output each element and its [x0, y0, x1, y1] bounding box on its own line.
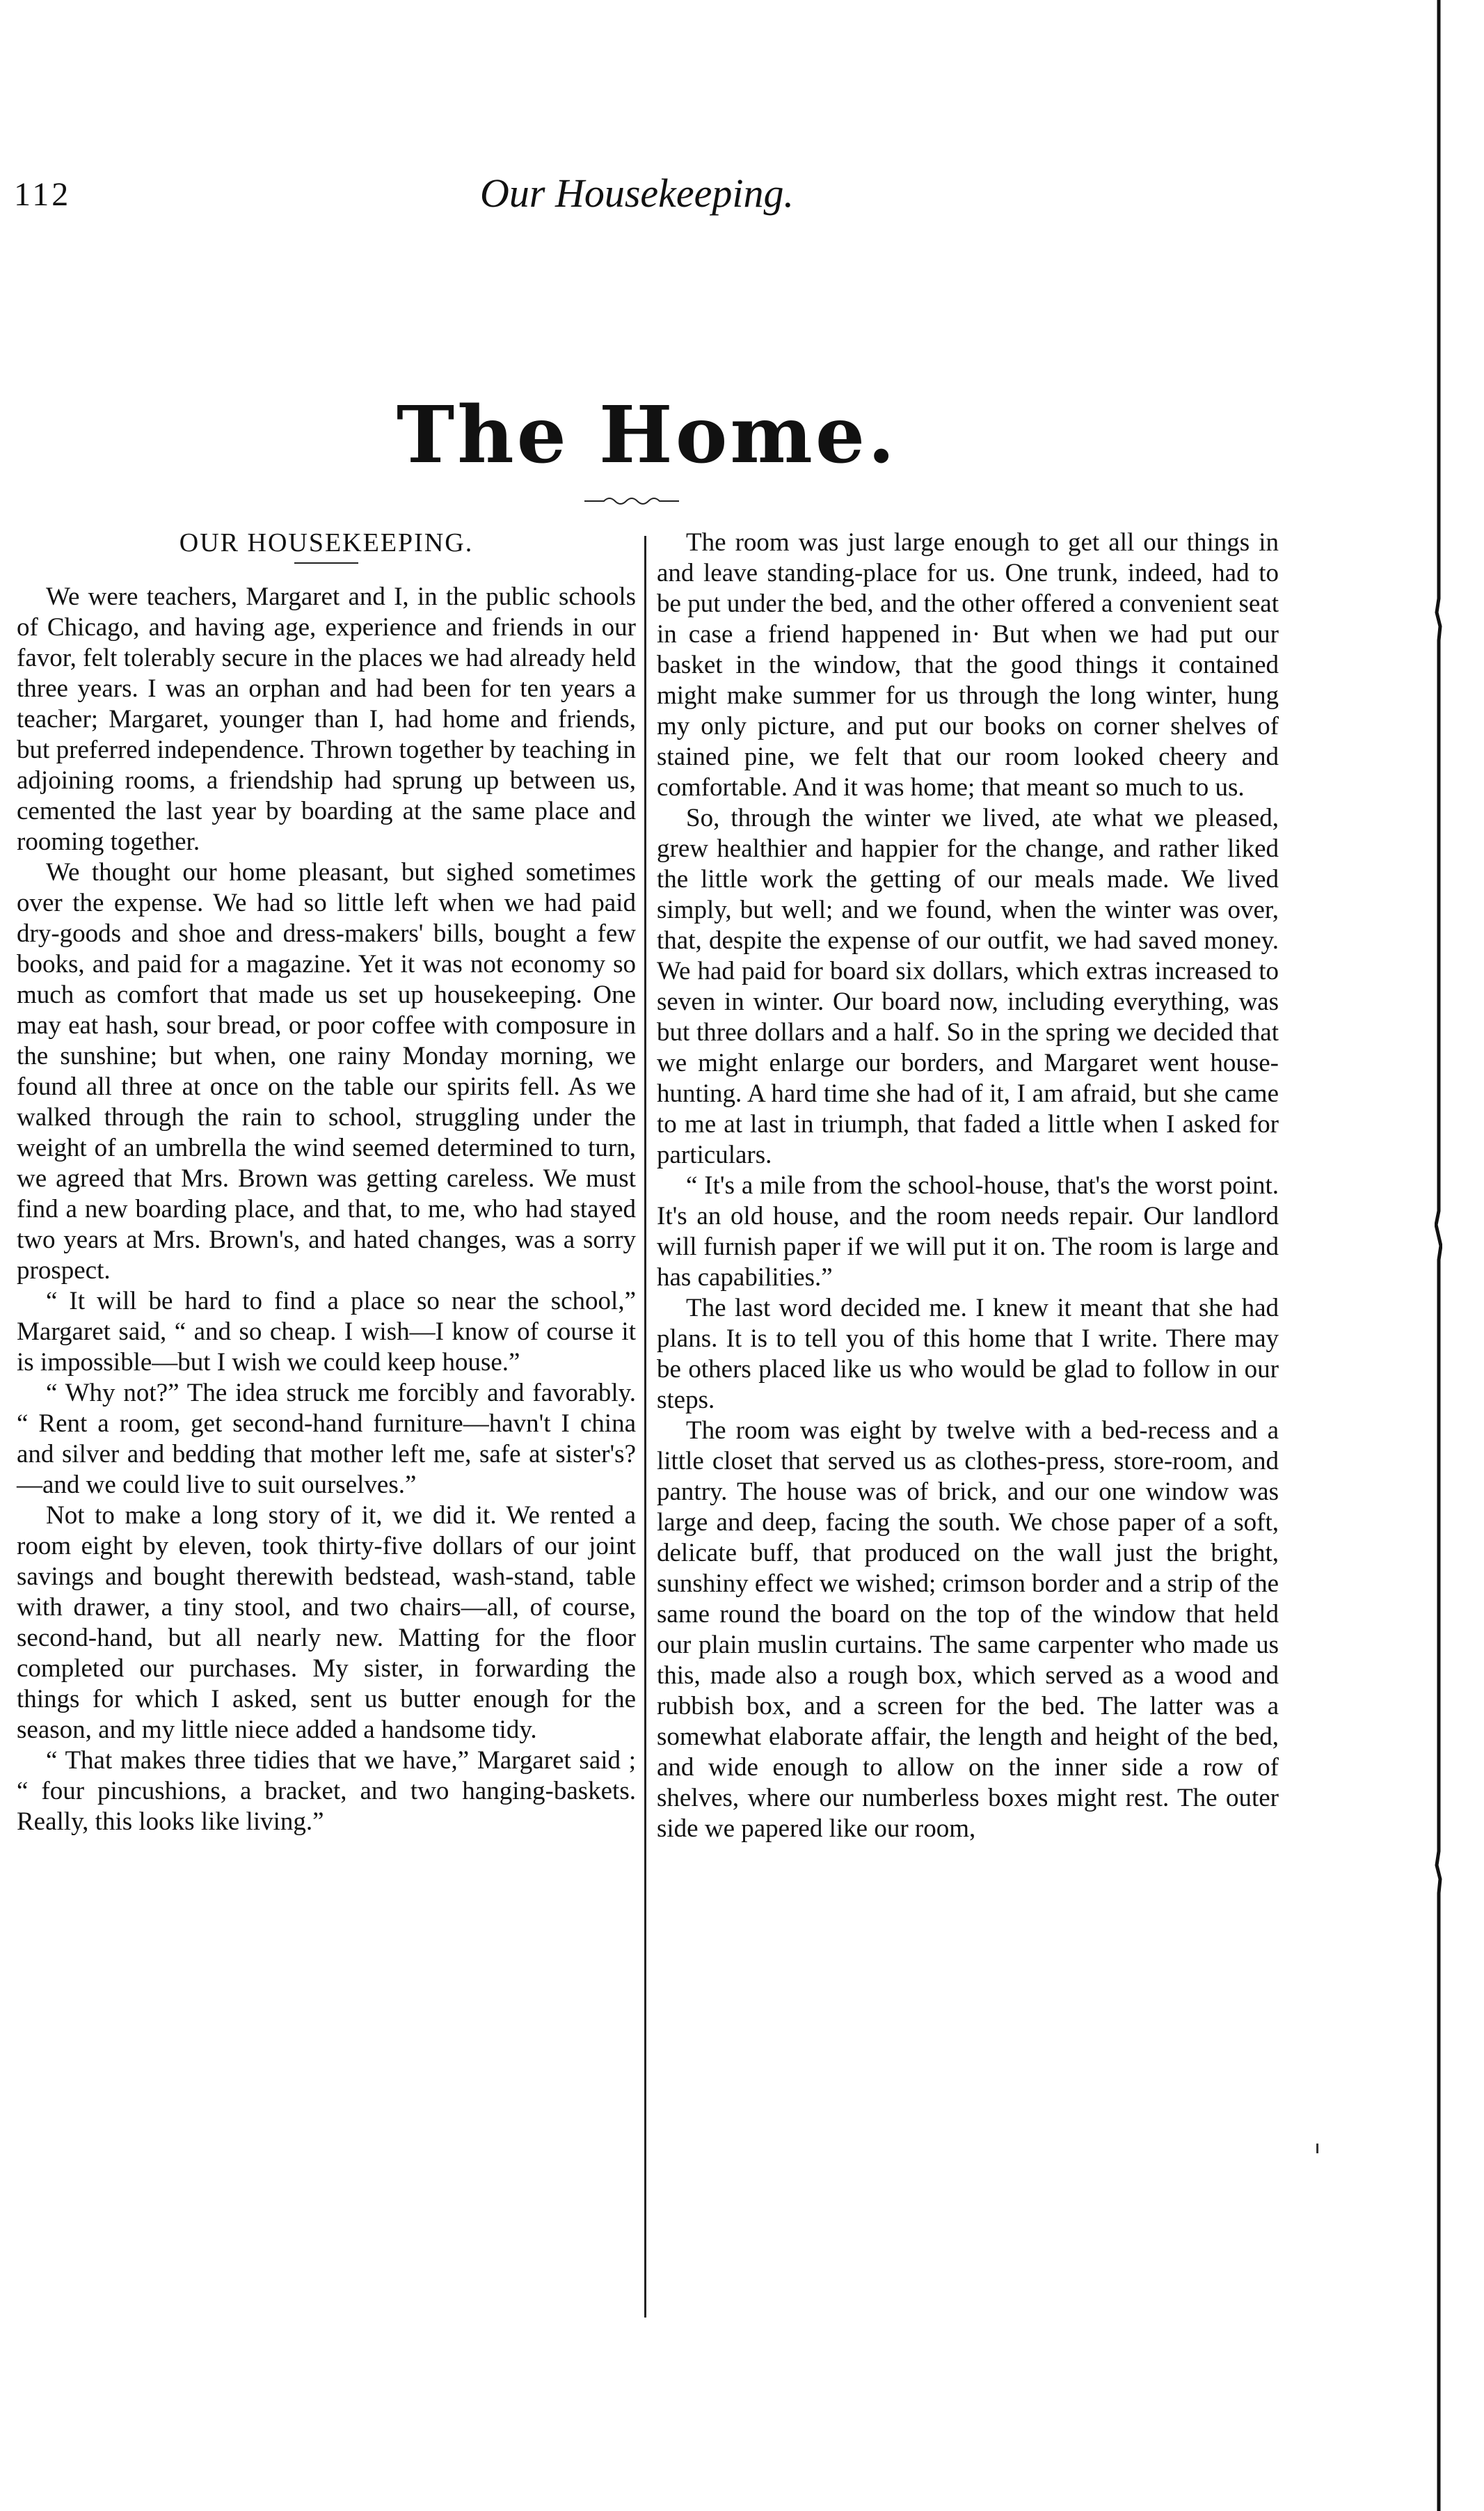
paragraph: The room was eight by twelve with a bed-recess and a little closet that served us as clothes-press, store-room, and pantry. The house was of brick, and our one window was large and deep, facing the south. We chose paper of a soft, delicate buff, that produced on the wall just the bright, sunshiny effect we wished; crimson border and a strip of the same round the board on the top of the window that held our plain muslin curtains. The same carpenter who made us this, made also a rough box, which served as a wood and rubbish box, and a screen for the bed. The latter was a somewhat elaborate affair, the length and height of the bed, and wide enough to allow on the inner side a row of shelves, where our numberless boxes might rest. The outer side we papered like our room, [657, 1416, 1279, 1843]
running-title: Our Housekeeping. [480, 171, 795, 216]
paragraph: “ Why not?” The idea struck me forcibly and favorably. “ Rent a room, get second-hand furniture—havn't I china and silver and bedding that mother left me, safe at sister's?—and we could live to suit ourselves.” [17, 1379, 636, 1499]
page-number: 112 [14, 176, 72, 213]
paragraph: Not to make a long story of it, we did it. We rented a room eight by eleven, took thirty-five dollars of our joint savings and bought therewith bedstead, wash-stand, table with drawer, a tiny stool, and two chairs—all, of course, second-hand, but all nearly new. Matting for the floor completed our purchases. My sister, in forwarding the things for which I asked, sent us butter enough for the season, and my little niece added a handsome tidy. [17, 1501, 636, 1744]
page-edge-shadow [1435, 0, 1442, 2511]
paragraph: We thought our home pleasant, but sighed sometimes over the expense. We had so little left when we had paid dry-goods and shoe and dress-makers' bills, bought a few books, and paid for a magazine. Yet it was not economy so much as comfort that made us set up housekeeping. One may eat hash, sour bread, or poor coffee with composure in the sunshine; but when, one rainy Monday morning, we found all three at once on the table our spirits fell. As we walked through the rain to school, struggling under the weight of an umbrella the wind seemed determined to turn, we agreed that Mrs. Brown was getting careless. We must find a new boarding place, and that, to me, who had stayed two years at Mrs. Brown's, and hated changes, was a sorry prospect. [17, 858, 636, 1285]
paragraph: So, through the winter we lived, ate what we pleased, grew healthier and happier for the change, and rather liked the little work the getting of our meals made. We lived simply, but well; and we found, when the winter was over, that, despite the expense of our outfit, we had saved money. We had paid for board six dollars, which extras increased to seven in winter. Our board now, including everything, was but three dollars and a half. So in the spring we decided that we might enlarge our borders, and Margaret went house-hunting. A hard time she had of it, I am afraid, but she came to me at last in triumph, that faded a little when I asked for particulars. [657, 804, 1279, 1169]
paragraph: The room was just large enough to get all our things in and leave standing-place for us. One trunk, indeed, had to be put under the bed, and the other offered a convenient seat in case a friend happened in· But when we had put our basket in the window, that the good things it contained might make summer for us through the long winter, hung my only picture, and put our books on corner shelves of stained pine, we felt that our room looked cheery and comfortable. And it was home; that meant so much to us. [657, 528, 1279, 802]
title-rule [294, 562, 358, 564]
section-title: The Home. [396, 390, 898, 481]
column-divider [644, 536, 646, 2318]
article-title: OUR HOUSEKEEPING. [179, 528, 474, 557]
paragraph: “ It will be hard to find a place so near the school,” Margaret said, “ and so cheap. I wish—I know of course it is impossible—but I wish we could keep house.” [17, 1287, 636, 1377]
paragraph: The last word decided me. I knew it meant that she had plans. It is to tell you of this home that I write. There may be others placed like us who would be glad to follow in our steps. [657, 1294, 1279, 1414]
paragraph: “ That makes three tidies that we have,” Margaret said ; “ four pincushions, a bracket, and two hanging-baskets. Really, this looks like living.” [17, 1746, 636, 1836]
article-column-left [17, 528, 636, 1837]
ink-speck [1316, 2144, 1318, 2153]
ornament-divider [583, 493, 680, 507]
paragraph: We were teachers, Margaret and I, in the public schools of Chicago, and having age, experience and friends in our favor, felt tolerably secure in the places we had already held three years. I was an orphan and had been for ten years a teacher; Margaret, younger than I, had home and friends, but preferred independence. Thrown together by teaching in adjoining rooms, a friendship had sprung up between us, cemented the last year by boarding at the same place and rooming together. [17, 583, 636, 856]
article-column-right [657, 528, 1279, 1844]
paragraph: “ It's a mile from the school-house, that's the worst point. It's an old house, and the room needs repair. Our landlord will furnish paper if we will put it on. The room is large and has capabilities.” [657, 1171, 1279, 1292]
